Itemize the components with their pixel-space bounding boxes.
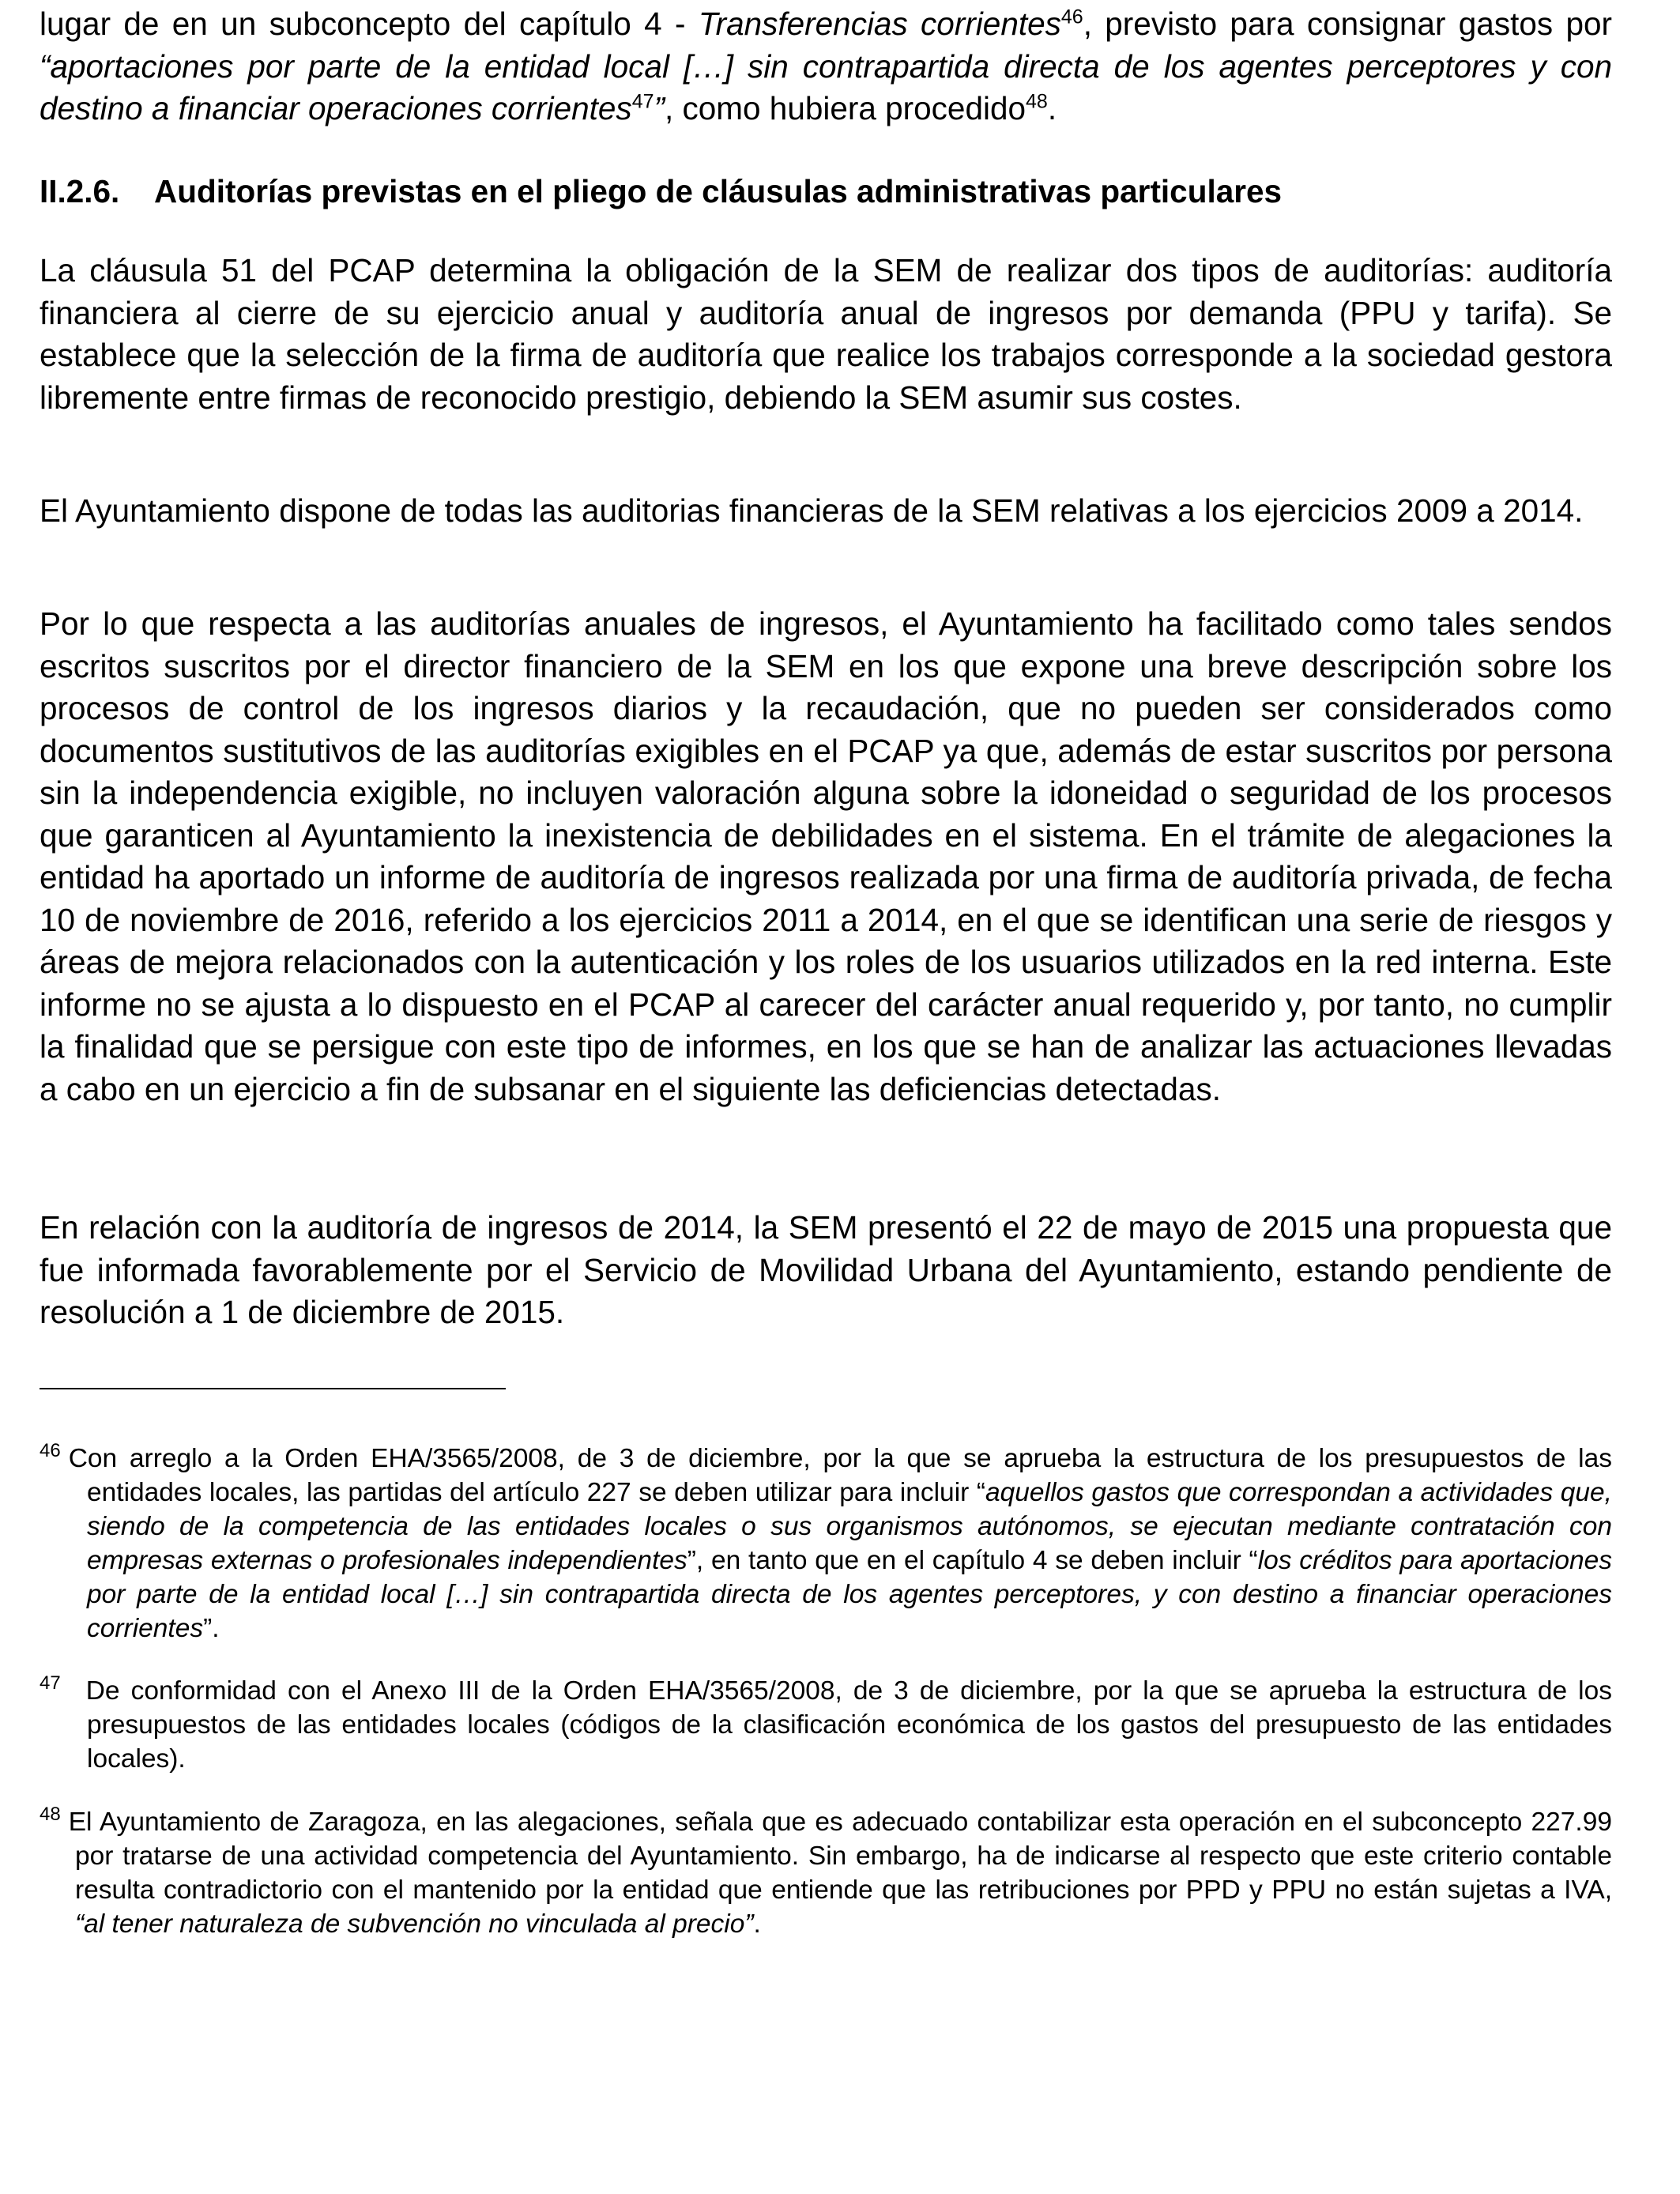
footnote-mark: 46 [40,1440,61,1461]
footnote-text: De conformidad con el Anexo III de la Orden EHA/3565/2008, de 3 de diciembre, por la que se aprueba la estructura de los presupuestos de las entidades locales (códigos de la clasificación económica de los gastos del presupuesto de las entidades locales). [85,1676,1612,1774]
footnote-47 [40,1674,1612,1776]
paragraph-continuation [40,3,1612,130]
footnote-ref-47[interactable]: 47 [631,90,654,113]
text-run: . [1047,90,1057,126]
footnote-mark: 48 [40,1804,61,1825]
footnote-text: ”. [203,1614,220,1643]
paragraph-auditorias-financieras: El Ayuntamiento dispone de todas las auditorias financieras de la SEM relativas a los ejercicios 2009 a 2014. [40,492,1584,529]
footnote-text-italic: aquellos gastos que correspondan a actividades que, siendo de la competencia de las entidades locales o sus organismos autónomos, se ejecutan mediante contratación con empresas externas o profesionales independientes [87,1478,1612,1575]
footnote-text: El Ayuntamiento de Zaragoza, en las alegaciones, señala que es adecuado contabilizar esta operación en el subconcepto 227.99 por tratarse de una actividad competencia del Ayuntamiento. Sin embargo, ha de indicarse al respecto que este criterio contable resulta contradictorio con el mantenido por la entidad que entiende que las retribuciones por PPD y PPU no están sujetas a IVA, [68,1808,1612,1905]
footnote-text: . [753,1909,761,1939]
paragraph-auditoria-2014: En relación con la auditoría de ingresos de 2014, la SEM presentó el 22 de mayo de 2015 una propuesta que fue informada favorablemente por el Servicio de Movilidad Urbana del Ayuntamiento, estando pendiente de resolución a 1 de diciembre de 2015. [40,1209,1612,1330]
section-heading [40,171,1282,213]
paragraph-clausula-51: La cláusula 51 del PCAP determina la obligación de la SEM de realizar dos tipos de auditorías: auditoría financiera al cierre de su ejercicio anual y auditoría anual de ingresos por demanda (PPU y tarifa). Se establece que la selección de la firma de auditoría que realice los trabajos corresponde a la sociedad gestora libremente entre firmas de reconocido prestigio, debiendo la SEM asumir sus costes. [40,252,1612,416]
text-run-italic: Transferencias corrientes [698,6,1061,42]
section-number: II.2.6. [40,173,120,209]
text-run: , como hubiera procedido [665,90,1026,126]
footnote-text-italic: “al tener naturaleza de subvención no vinculada al precio” [75,1909,754,1939]
footnote-46 [40,1442,1612,1646]
text-run: lugar de en un subconcepto del capítulo 4 - [40,6,699,42]
footnote-text: ”, en tanto que en el capítulo 4 se deben incluir “ [687,1546,1258,1575]
footnote-ref-46[interactable]: 46 [1060,6,1083,28]
footnote-text: Con arreglo a la Orden EHA/3565/2008, de 3 de diciembre, por la que se aprueba la estructura de los presupuestos de las entidades locales, las partidas del artículo 227 se deben utilizar para incluir “ [68,1444,1612,1507]
footnote-text-italic: los créditos para aportaciones por parte de la entidad local […] sin contrapartida directa de los agentes perceptores, y con destino a financiar operaciones corrientes [87,1546,1612,1643]
section-title: Auditorías previstas en el pliego de cláusulas administrativas particulares [154,173,1283,209]
footnote-separator [40,1388,506,1389]
text-run-italic: ” [654,90,665,126]
footnote-48 [40,1805,1612,1941]
paragraph-auditorias-ingresos: Por lo que respecta a las auditorías anuales de ingresos, el Ayuntamiento ha facilitado como tales sendos escritos suscritos por el director financiero de la SEM en los que expone una breve descripción sobre los procesos de control de los ingresos diarios y la recaudación, que no pueden ser considerados como documentos sustitutivos de las auditorías exigibles en el PCAP ya que, además de estar suscritos por persona sin la independencia exigible, no incluyen valoración alguna sobre la idoneidad o seguridad de los procesos que garanticen al Ayuntamiento la inexistencia de debilidades en el sistema. En el trámite de alegaciones la entidad ha aportado un informe de auditoría de ingresos realizada por una firma de auditoría privada, de fecha 10 de noviembre de 2016, referido a los ejercicios 2011 a 2014, en el que se identifican una serie de riesgos y áreas de mejora relacionados con la autenticación y los roles de los usuarios utilizados en la red interna. Este informe no se ajusta a lo dispuesto en el PCAP al carecer del carácter anual requerido y, por tanto, no cumplir la finalidad que se persigue con este tipo de informes, en los que se han de analizar las actuaciones llevadas a cabo en un ejercicio a fin de subsanar en el siguiente las deficiencias detectadas. [40,605,1612,1107]
text-run-italic: “aportaciones por parte de la entidad local […] sin contrapartida directa de los agentes perceptores y con destino a financiar operaciones corrientes [40,47,1612,126]
footnote-mark: 47 [40,1672,61,1694]
footnote-ref-48[interactable]: 48 [1026,90,1048,113]
text-run: , previsto para consignar gastos por [1083,6,1612,42]
